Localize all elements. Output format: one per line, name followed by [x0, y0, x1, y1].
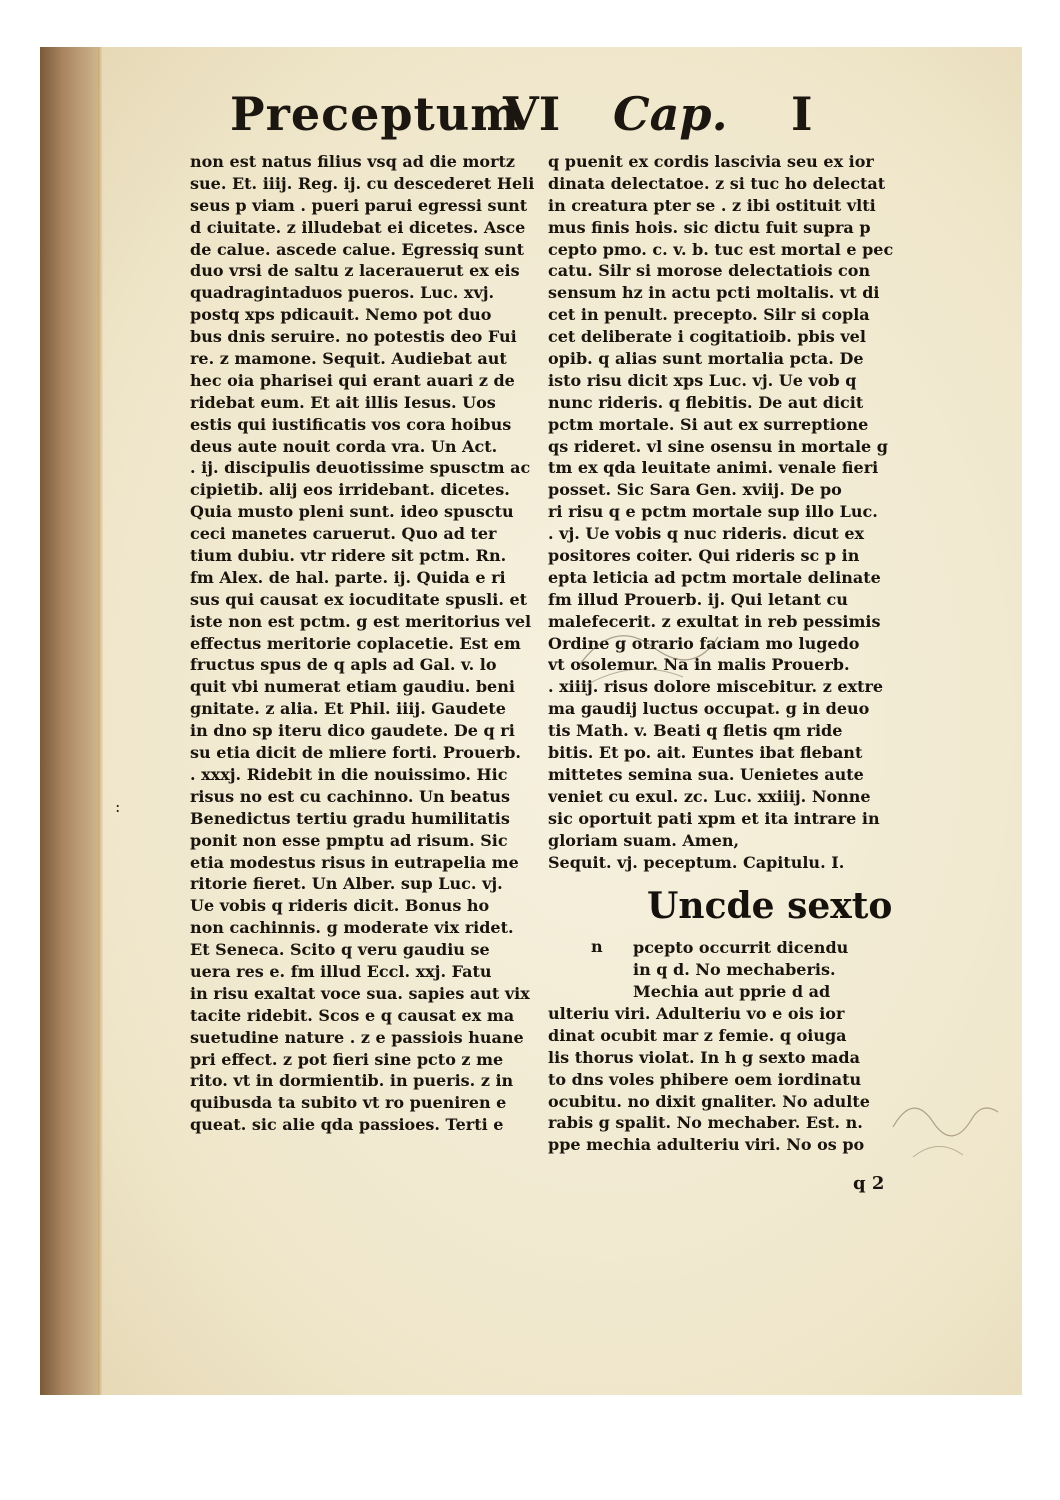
right-column-line: gloriam suam. Amen,	[548, 830, 740, 850]
left-column-line: fructus spus de q apls ad Gal. v. lo	[190, 655, 497, 675]
left-column-line: rito. vt in dormientib. in pueris. z in	[190, 1071, 514, 1091]
left-column-line: . ij. discipulis deuotissime spusctm ac	[190, 458, 531, 478]
right-continuation-column	[548, 1003, 948, 1156]
left-text-column	[190, 151, 585, 1136]
right-column-line: dinata delectatoe. z si tuc ho delectat	[548, 173, 886, 193]
left-column-line: su etia dicit de mliere forti. Prouerb.	[190, 743, 521, 763]
left-column-line: ponit non esse pmptu ad risum. Sic	[190, 830, 508, 850]
right-column-line: mittetes semina sua. Uenietes aute	[548, 764, 864, 784]
left-column-line: suetudine nature . z e passiois huane	[190, 1027, 524, 1047]
left-column-line: hec oia pharisei qui erant auari z de	[190, 370, 515, 390]
right-column-line: veniet cu exul. zc. Luc. xxiiij. Nonne	[548, 786, 871, 806]
right-text-column	[548, 151, 938, 873]
left-column-line: Benedictus tertiu gradu humilitatis	[190, 808, 510, 828]
right-column-line: Ordine g otrario faciam mo lugedo	[548, 633, 860, 653]
page-leaf	[103, 47, 1022, 1395]
left-column-line: estis qui iustificatis vos cora hoibus	[190, 414, 512, 434]
continuation-line: dinat ocubit mar z femie. q oiuga	[548, 1025, 847, 1045]
right-column-line: vt osolemur. Na in malis Prouerb.	[548, 655, 850, 675]
continuation-line: ocubitu. no dixit gnaliter. No adulte	[548, 1091, 870, 1111]
running-head-cap-label: Cap.	[613, 87, 728, 141]
continuation-line: ppe mechia adulteriu viri. No os po	[548, 1135, 865, 1155]
left-column-line: re. z mamone. Sequit. Audiebat aut	[190, 349, 507, 369]
left-column-line: bus dnis seruire. no potestis deo Fui	[190, 327, 517, 347]
right-column-line: pctm mortale. Si aut ex surreptione	[548, 414, 869, 434]
left-column-line: Et Seneca. Scito q veru gaudiu se	[190, 940, 490, 960]
margin-mark: :	[115, 797, 121, 816]
left-column-line: duo vrsi de saltu z lacerauerut ex eis	[190, 261, 520, 281]
left-column-line: sue. Et. iiij. Reg. ij. cu descederet Heli	[190, 173, 535, 193]
left-column-line: quibusda ta subito vt ro pueniren e	[190, 1093, 507, 1113]
left-column-line: de calue. ascede calue. Egressiq sunt	[190, 239, 524, 259]
right-column-line: malefecerit. z exultat in reb pessimis	[548, 611, 881, 631]
left-column-line: Quia musto pleni sunt. ideo spusctu	[190, 502, 514, 522]
left-column-line: fm Alex. de hal. parte. ij. Quida e ri	[190, 567, 506, 587]
right-column-line: q puenit ex cordis lascivia seu ex ior	[548, 152, 874, 171]
left-column-line: queat. sic alie qda passioes. Terti e	[190, 1115, 504, 1135]
right-column-line: ma gaudij luctus occupat. g in deuo	[548, 699, 870, 719]
left-column-line: iste non est pctm. g est meritorius vel	[190, 611, 532, 631]
book-binding	[40, 47, 98, 1395]
running-head-cap-number: I	[791, 87, 813, 141]
right-column-line: positores coiter. Qui rideris sc p in	[548, 546, 860, 566]
right-column-line: cepto pmo. c. v. b. tuc est mortal e pec	[548, 239, 894, 259]
right-column-line: cet in penult. precepto. Silr si copla	[548, 305, 870, 325]
right-column-line: sensum hz in actu pcti moltalis. vt di	[548, 283, 880, 303]
right-column-line: . xiiij. risus dolore miscebitur. z extre	[548, 677, 884, 697]
left-column-line: non cachinnis. g moderate vix ridet.	[190, 918, 514, 938]
right-column-line: nunc rideris. q flebitis. De aut dicit	[548, 392, 864, 412]
left-column-line: deus aute nouit corda vra. Un Act.	[190, 436, 498, 456]
left-column-line: uera res e. fm illud Eccl. xxj. Fatu	[190, 961, 492, 981]
right-column-line: sic oportuit pati xpm et ita intrare in	[548, 808, 880, 828]
right-column-line: . vj. Ue vobis q nuc rideris. dicut ex	[548, 524, 865, 544]
right-column-line: mus finis hois. sic dictu fuit supra p	[548, 217, 871, 237]
scanned-page	[40, 47, 1022, 1395]
right-column-line: isto risu dicit xps Luc. vj. Ue vob q	[548, 370, 857, 390]
left-column-line: d ciuitate. z illudebat ei dicetes. Asce	[190, 217, 526, 237]
right-column-line: tm ex qda leuitate animi. venale fieri	[548, 458, 879, 478]
left-column-line: quit vbi numerat etiam gaudiu. beni	[190, 677, 515, 697]
left-column-line: gnitate. z alia. Et Phil. iiij. Gaudete	[190, 699, 506, 719]
right-column-line: cet deliberate i cogitatioib. pbis vel	[548, 327, 866, 347]
right-column-line: posset. Sic Sara Gen. xviij. De po	[548, 480, 842, 500]
left-column-line: cipietib. alij eos irridebant. dicetes.	[190, 480, 510, 500]
left-column-line: etia modestus risus in eutrapelia me	[190, 852, 519, 872]
left-column-line: Ue vobis q rideris dicit. Bonus ho	[190, 896, 490, 916]
continuation-line: ulteriu viri. Adulteriu vo e ois ior	[548, 1004, 845, 1023]
indented-line: pcepto occurrit dicendu	[633, 938, 849, 957]
continuation-line: rabis g spalit. No mechaber. Est. n.	[548, 1113, 863, 1133]
chapter-heading: Uncde sexto	[647, 885, 893, 927]
folio-signature: q 2	[853, 1173, 885, 1194]
indented-line: in q d. No mechaberis.	[633, 959, 836, 979]
right-column-line: epta leticia ad pctm mortale delinate	[548, 567, 881, 587]
left-column-line: sus qui causat ex iocuditate spusli. et	[190, 589, 528, 609]
left-column-line: in risu exaltat voce sua. sapies aut vix	[190, 983, 530, 1003]
right-column-line: in creatura pter se . z ibi ostituit vlti	[548, 195, 876, 215]
running-head-number: VI	[503, 87, 561, 141]
left-column-line: effectus meritorie coplacetie. Est em	[190, 633, 521, 653]
right-column-line: Sequit. vj. peceptum. Capitulu. I.	[548, 852, 845, 872]
right-column-line: tis Math. v. Beati q fletis qm ride	[548, 721, 843, 741]
right-column-line: bitis. Et po. ait. Euntes ibat flebant	[548, 743, 863, 763]
left-column-line: ceci manetes caruerut. Quo ad ter	[190, 524, 497, 544]
left-column-line: quadragintaduos pueros. Luc. xvj.	[190, 283, 495, 303]
continuation-line: lis thorus violat. In h g sexto mada	[548, 1047, 860, 1067]
left-column-line: ritorie fieret. Un Alber. sup Luc. vj.	[190, 874, 503, 894]
left-column-line: seus p viam . pueri parui egressi sunt	[190, 195, 528, 215]
running-head	[103, 87, 1022, 147]
left-column-line: risus no est cu cachinno. Un beatus	[190, 786, 510, 806]
left-column-line: in dno sp iteru dico gaudete. De q ri	[190, 721, 515, 741]
left-column-line: postq xps pdicauit. Nemo pot duo	[190, 305, 492, 325]
left-column-line: tacite ridebit. Scos e q causat ex ma	[190, 1005, 515, 1025]
indented-text-block	[633, 937, 953, 1003]
right-column-line: qs rideret. vl sine osensu in mortale g	[548, 436, 888, 456]
continuation-line: to dns voles phibere oem iordinatu	[548, 1069, 862, 1089]
left-column-line: ridebat eum. Et ait illis Iesus. Uos	[190, 392, 496, 412]
initial-guide-letter: n	[591, 937, 603, 956]
indented-line: Mechia aut pprie d ad	[633, 981, 831, 1001]
left-column-line: . xxxj. Ridebit in die nouissimo. Hic	[190, 764, 508, 784]
right-column-line: catu. Silr si morose delectatiois con	[548, 261, 871, 281]
right-column-line: ri risu q e pctm mortale sup illo Luc.	[548, 502, 878, 522]
running-head-title: Preceptum	[230, 87, 520, 141]
right-column-line: fm illud Prouerb. ij. Qui letant cu	[548, 589, 848, 609]
right-column-line: opib. q alias sunt mortalia pcta. De	[548, 349, 864, 369]
left-column-line: non est natus filius vsq ad die mortz	[190, 152, 515, 171]
left-column-line: tium dubiu. vtr ridere sit pctm. Rn.	[190, 546, 507, 566]
left-column-line: pri effect. z pot fieri sine pcto z me	[190, 1049, 504, 1069]
